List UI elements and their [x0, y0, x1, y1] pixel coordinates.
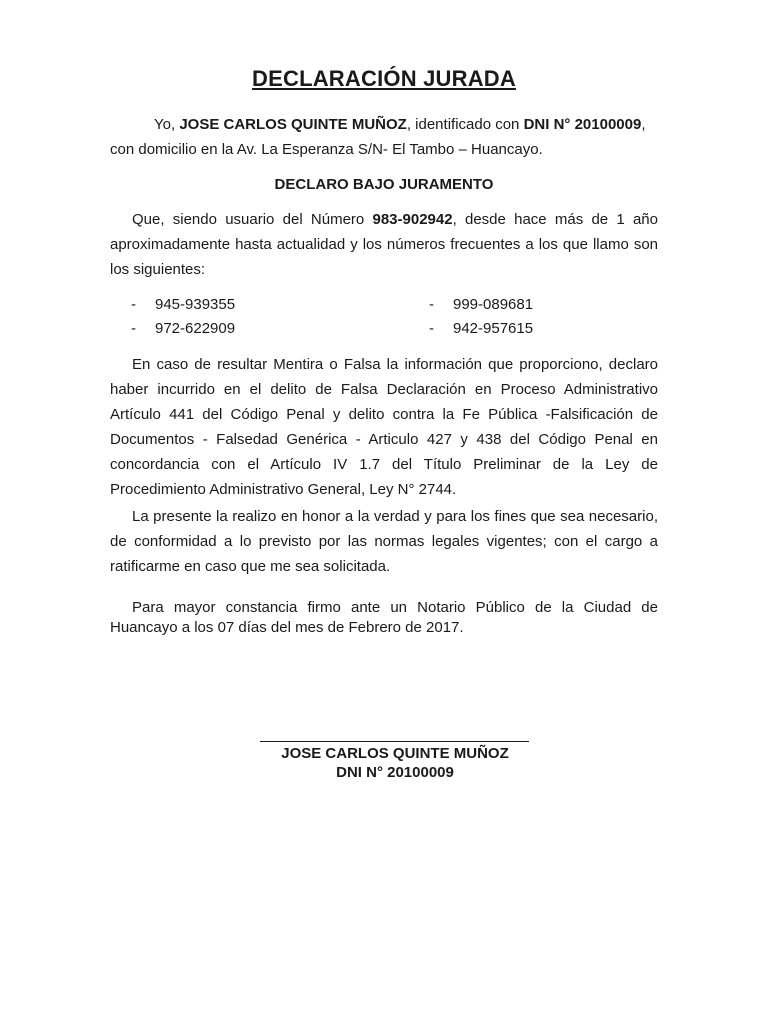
declarant-dni: DNI N° 20100009 — [523, 116, 642, 133]
frequent-number: 945-939355 — [155, 296, 236, 313]
frequent-number-item — [131, 296, 235, 313]
document-title: DECLARACIÓN JURADA — [252, 66, 516, 91]
frequent-number: 972-622909 — [155, 320, 236, 337]
list-dash: - — [131, 320, 136, 337]
user-phone-number: 983-902942 — [372, 211, 453, 228]
signature-name: JOSE CARLOS QUINTE MUÑOZ — [281, 745, 509, 762]
intro-paragraph — [110, 112, 658, 162]
list-dash: - — [429, 320, 434, 337]
signature-line — [260, 741, 529, 742]
signature-dni: DNI N° 20100009 — [336, 764, 454, 781]
intro-address: con domicilio en la Av. La Esperanza S/N- El Tambo – Huancayo. — [110, 141, 543, 158]
frequent-number-item — [131, 320, 235, 337]
frequent-number-item — [429, 320, 533, 337]
statement-text-a: Que, siendo usuario del Número — [132, 211, 373, 228]
false-declaration-paragraph: En caso de resultar Mentira o Falsa la información que proporciono, declaro haber incurrido en el delito de Falsa Declaración en Proceso Administrativo Artículo 441 del Código Penal y delito contra la Fe Pública -Falsificación de Documentos - Falsedad Genérica - Articulo 427 y 438 del Código Penal en concordancia con el Artículo IV 1.7 del Título Preliminar de la Ley de Procedimiento Administrativo General, Ley N° 2744. — [110, 356, 658, 498]
list-dash: - — [131, 296, 136, 313]
notary-paragraph: Para mayor constancia firmo ante un Notario Público de la Ciudad de Huancayo a los 07 días del mes de Febrero de 2017. — [110, 599, 658, 636]
frequent-number-item — [429, 296, 533, 313]
intro-text-b: , identificado con — [406, 116, 524, 133]
honor-paragraph: La presente la realizo en honor a la verdad y para los fines que sea necesario, de conformidad a lo previsto por las normas legales vigentes; con el cargo a ratificarme en caso que me sea solicitada. — [110, 508, 658, 575]
list-dash: - — [429, 296, 434, 313]
frequent-number: 942-957615 — [453, 320, 534, 337]
declarant-name: JOSE CARLOS QUINTE MUÑOZ — [179, 116, 407, 133]
intro-line-1 — [110, 112, 658, 137]
declaration-heading: DECLARO BAJO JURAMENTO — [274, 176, 494, 193]
intro-text-a: Yo, — [154, 116, 180, 133]
statement-paragraph — [110, 207, 658, 282]
intro-text-c: , — [641, 116, 646, 133]
frequent-number: 999-089681 — [453, 296, 534, 313]
statement-text-b: , desde hace más de 1 año aproximadamente hasta actualidad y los números frecuentes a los que llamo son los siguientes: — [110, 211, 658, 278]
